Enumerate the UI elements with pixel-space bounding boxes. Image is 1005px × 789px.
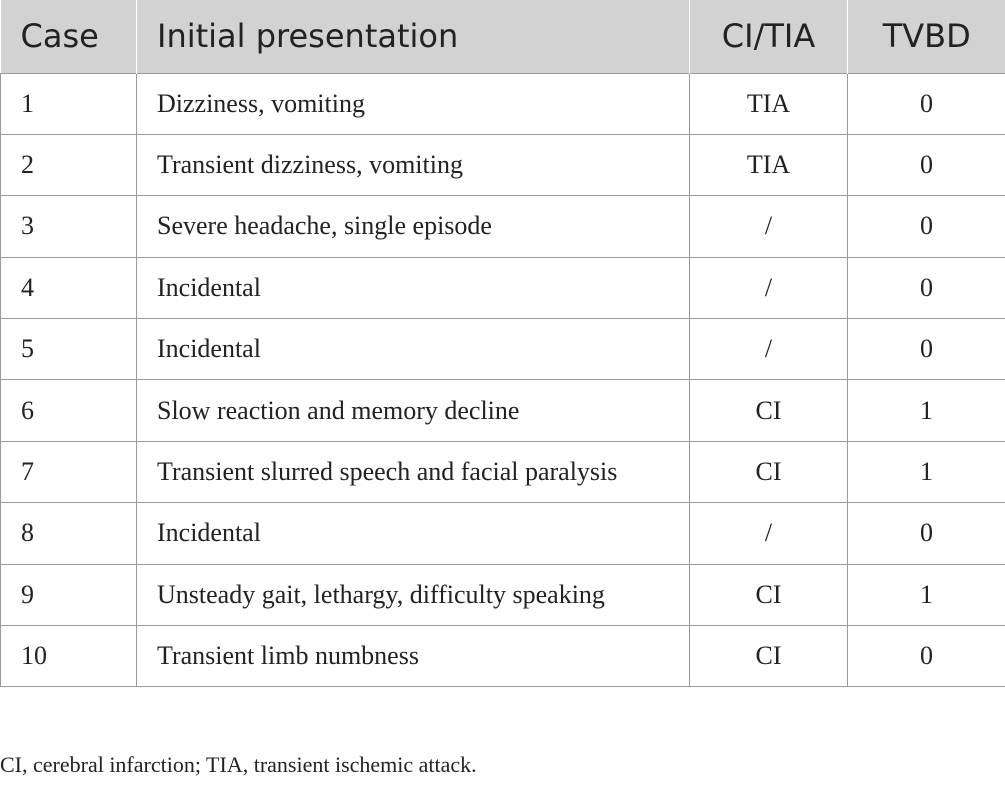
header-tvbd: TVBD bbox=[848, 0, 1005, 73]
cell-tvbd: 1 bbox=[848, 564, 1005, 625]
cell-ci-tia: CI bbox=[690, 564, 848, 625]
cell-ci-tia: CI bbox=[690, 626, 848, 687]
cell-case: 1 bbox=[1, 73, 137, 134]
cell-ci-tia: TIA bbox=[690, 73, 848, 134]
cell-tvbd: 1 bbox=[848, 380, 1005, 441]
header-row bbox=[1, 0, 1005, 73]
table-row bbox=[1, 257, 1005, 318]
cell-ci-tia: TIA bbox=[690, 134, 848, 195]
table-body bbox=[1, 73, 1005, 687]
table-row bbox=[1, 319, 1005, 380]
cell-ci-tia: CI bbox=[690, 380, 848, 441]
cell-case: 3 bbox=[1, 196, 137, 257]
cell-case: 4 bbox=[1, 257, 137, 318]
cell-presentation: Incidental bbox=[137, 503, 690, 564]
cell-tvbd: 0 bbox=[848, 257, 1005, 318]
table-row bbox=[1, 626, 1005, 687]
table-row bbox=[1, 441, 1005, 502]
cell-presentation: Transient slurred speech and facial paralysis bbox=[137, 441, 690, 502]
cell-ci-tia: / bbox=[690, 196, 848, 257]
table-row bbox=[1, 73, 1005, 134]
cell-ci-tia: / bbox=[690, 319, 848, 380]
cell-presentation: Severe headache, single episode bbox=[137, 196, 690, 257]
cell-presentation: Dizziness, vomiting bbox=[137, 73, 690, 134]
cell-presentation: Incidental bbox=[137, 257, 690, 318]
table-row bbox=[1, 134, 1005, 195]
cell-presentation: Incidental bbox=[137, 319, 690, 380]
cell-tvbd: 0 bbox=[848, 134, 1005, 195]
table-header bbox=[1, 0, 1005, 73]
cell-presentation: Unsteady gait, lethargy, difficulty speaking bbox=[137, 564, 690, 625]
cell-case: 7 bbox=[1, 441, 137, 502]
table-row bbox=[1, 196, 1005, 257]
cell-presentation: Slow reaction and memory decline bbox=[137, 380, 690, 441]
cell-case: 2 bbox=[1, 134, 137, 195]
cell-tvbd: 0 bbox=[848, 73, 1005, 134]
cell-tvbd: 0 bbox=[848, 503, 1005, 564]
header-ci-tia: CI/TIA bbox=[690, 0, 848, 73]
table-row bbox=[1, 564, 1005, 625]
header-case: Case bbox=[1, 0, 137, 73]
table-footnote: CI, cerebral infarction; TIA, transient ischemic attack. bbox=[0, 752, 477, 777]
cell-tvbd: 0 bbox=[848, 196, 1005, 257]
cell-case: 10 bbox=[1, 626, 137, 687]
header-initial-presentation: Initial presentation bbox=[137, 0, 690, 73]
table-row bbox=[1, 503, 1005, 564]
cell-case: 8 bbox=[1, 503, 137, 564]
cell-case: 9 bbox=[1, 564, 137, 625]
cell-ci-tia: / bbox=[690, 503, 848, 564]
cell-tvbd: 0 bbox=[848, 626, 1005, 687]
table-row bbox=[1, 380, 1005, 441]
cell-presentation: Transient dizziness, vomiting bbox=[137, 134, 690, 195]
cell-presentation: Transient limb numbness bbox=[137, 626, 690, 687]
cell-case: 5 bbox=[1, 319, 137, 380]
cell-ci-tia: CI bbox=[690, 441, 848, 502]
cell-tvbd: 0 bbox=[848, 319, 1005, 380]
cell-ci-tia: / bbox=[690, 257, 848, 318]
cell-case: 6 bbox=[1, 380, 137, 441]
cell-tvbd: 1 bbox=[848, 441, 1005, 502]
